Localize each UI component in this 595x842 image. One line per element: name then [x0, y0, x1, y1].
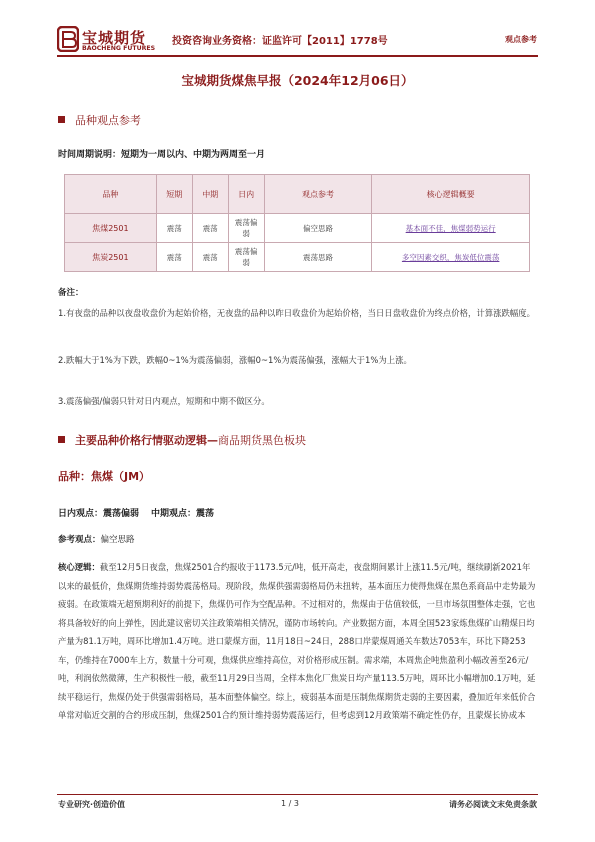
header-short: 短期 — [156, 175, 192, 214]
cell-mid: 震荡 — [192, 243, 228, 272]
footer-disclaimer: 请务必阅读文末免责条款 — [449, 800, 537, 809]
notes-heading: 备注： — [58, 288, 84, 298]
header-logic: 核心逻辑概要 — [372, 175, 530, 214]
variety-heading: 品种：焦煤（JM） — [58, 470, 151, 483]
table-row — [65, 214, 530, 243]
note-item-2: 2.跌幅大于1%为下跌，跌幅0~1%为震荡偏弱，涨幅0~1%为震荡偏强，涨幅大于1%为上涨。 — [58, 355, 412, 365]
section-heading-views — [58, 112, 141, 128]
logo-chinese-name: 宝城期货 — [82, 29, 147, 47]
report-tag: 观点参考 — [505, 35, 537, 44]
table-header-row — [65, 175, 530, 214]
cell-short: 震荡 — [156, 214, 192, 243]
section-bullet-icon — [58, 436, 65, 443]
logo-mark-icon — [57, 26, 79, 52]
header-view: 观点参考 — [264, 175, 372, 214]
cell-short: 震荡 — [156, 243, 192, 272]
page-number: 1 / 3 — [281, 799, 299, 808]
section-bullet-icon — [58, 116, 65, 123]
core-logic-paragraph — [58, 558, 536, 725]
cell-logic-link[interactable]: 多空因素交织，焦炭低位震荡 — [372, 243, 530, 272]
intraday-label: 日内观点： — [58, 509, 104, 519]
cell-intraday: 震荡偏弱 — [228, 214, 264, 243]
ref-value: 偏空思路 — [100, 535, 135, 545]
reference-view — [58, 533, 135, 545]
table-row — [65, 243, 530, 272]
footer-divider — [57, 794, 538, 795]
header-mid: 中期 — [192, 175, 228, 214]
views-table — [64, 174, 530, 272]
footer-slogan: 专业研究·创造价值 — [58, 800, 126, 809]
note-item-1: 1.有夜盘的品种以夜盘收盘价为起始价格，无夜盘的品种以昨日收盘价为起始价格，当日日盘收盘价为终点价格，计算涨跌幅度。 — [58, 308, 535, 318]
header-variety: 品种 — [65, 175, 157, 214]
cell-variety: 焦煤2501 — [65, 214, 157, 243]
outlook-line — [58, 506, 214, 519]
section-subtitle: 商品期货黑色板块 — [218, 434, 306, 447]
note-item-3: 3.震荡偏强/偏弱只针对日内观点，短期和中期不做区分。 — [58, 396, 270, 406]
section-title: 主要品种价格行情驱动逻辑— — [75, 434, 218, 447]
logic-text: 截至12月5日夜盘，焦煤2501合约报收于1173.5元/吨，低开高走，夜盘期间累计上涨11.5元/吨，继续刷新2021年以来的最低价，焦煤期货维持弱势震荡格局。现阶段，焦煤供强需弱格局仍未扭转，基本面压力使得焦煤在黑色系商品中走势最为疲弱。在政策端无超预期利好的前提下，焦煤仍可作为空配品种。不过相对的，焦煤由于估值较低，一旦市场氛围整体走强，它也将具备较好的向上弹性，因此建议密切关注政策端相关情况，谨防市场转向。产业数据方面，本周全国523家炼焦煤矿山精煤日均产量为81.1万吨，周环比增加1.4万吨。进口蒙煤方面，11月18日~24日，288口岸蒙煤周通关车数达7053车，环比下降253车，仍维持在7000车上方，数量十分可观，焦煤供应维持高位，对价格形成压制。需求端，本周焦企吨焦盈利小幅改善至26元/吨，利润依然微薄，生产积极性一般，截至11月29日当周，全样本焦化厂焦炭日均产量113.5万吨，周环比小幅增加0.1万吨，延续平稳运行，焦煤仍处于供强需弱格局，基本面整体偏空。综上，疲弱基本面是压制焦煤期货走弱的主要因素，叠加近年来低价合单常对临近交割的合约形成压制，焦煤2501合约预计维持弱势震荡运行，但考虑到12月政策端不确定性仍存，且蒙煤长协成本 — [58, 562, 536, 720]
mid-value: 震荡 — [196, 509, 215, 519]
report-title: 宝城期货煤焦早报（2024年12月06日） — [181, 73, 414, 88]
cell-view: 震荡思路 — [264, 243, 372, 272]
cell-logic-link[interactable]: 基本面不佳，焦煤弱势运行 — [372, 214, 530, 243]
header-divider — [57, 55, 538, 57]
section-title: 品种观点参考 — [75, 114, 141, 127]
cell-variety: 焦炭2501 — [65, 243, 157, 272]
ref-label: 参考观点： — [58, 535, 101, 545]
qualification-text: 投资咨询业务资格：证监许可【2011】1778号 — [172, 36, 388, 47]
logo-english-name: BAOCHENG FUTURES — [82, 45, 156, 52]
intraday-value: 震荡偏弱 — [103, 509, 140, 519]
cell-mid: 震荡 — [192, 214, 228, 243]
company-logo — [57, 26, 156, 56]
cell-view: 偏空思路 — [264, 214, 372, 243]
mid-label: 中期观点： — [151, 509, 197, 519]
cell-intraday: 震荡偏弱 — [228, 243, 264, 272]
header-intraday: 日内 — [228, 175, 264, 214]
logic-label: 核心逻辑： — [58, 562, 100, 572]
section-heading-drivers — [58, 432, 306, 448]
cycle-note: 时间周期说明：短期为一周以内、中期为两周至一月 — [58, 150, 266, 160]
